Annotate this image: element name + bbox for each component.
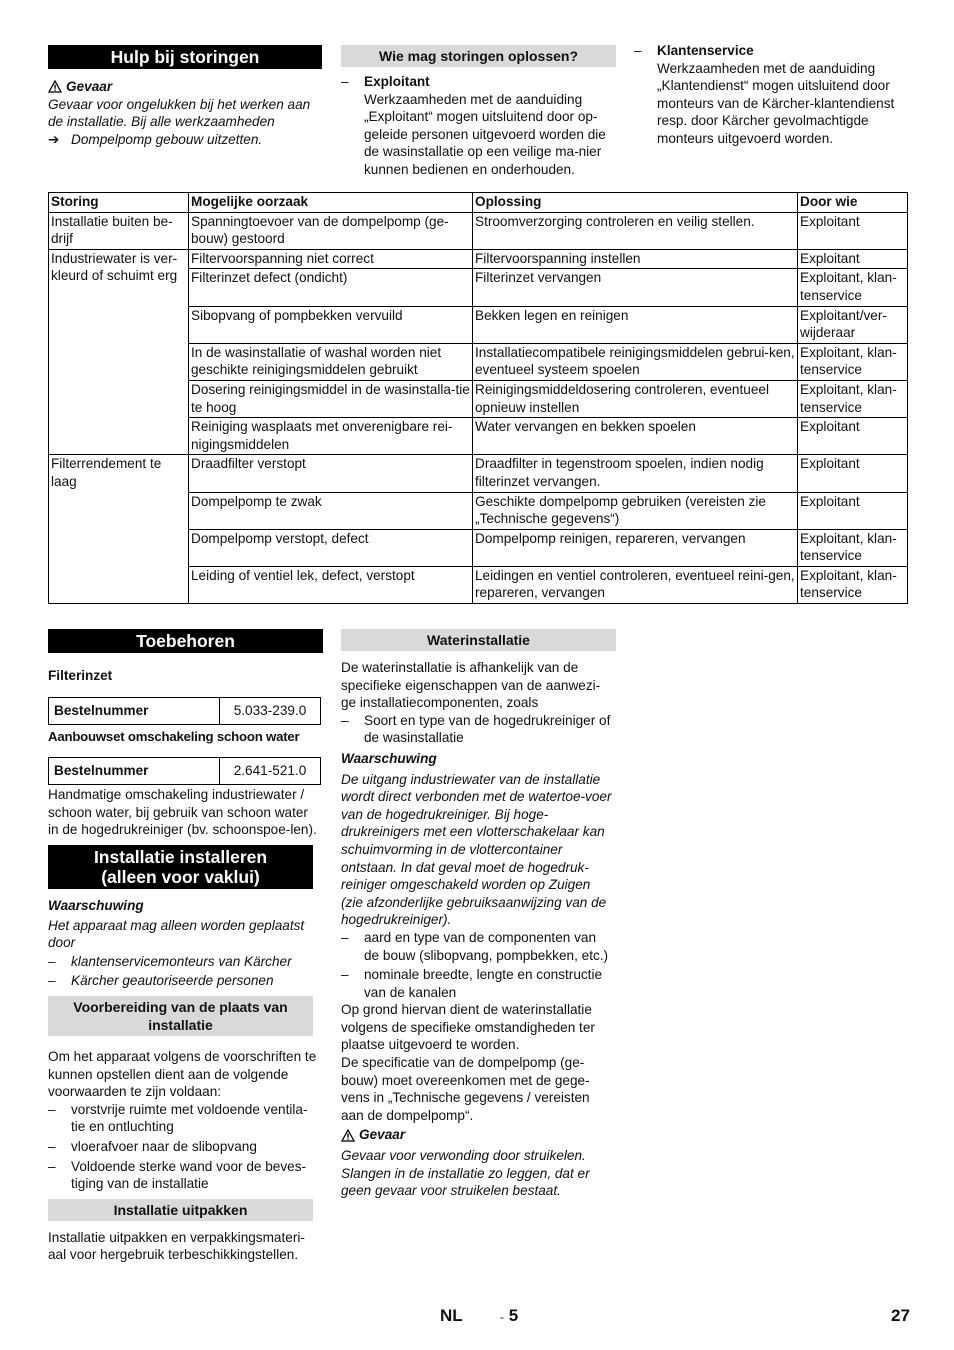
bestelnummer-value: 2.641-521.0 bbox=[220, 758, 321, 785]
footer-language: NL bbox=[440, 1306, 463, 1325]
waterinstallatie-waarschuwing-text: De uitgang industriewater van de installatie wordt direct verbonden met de watertoe-voer van de hogedrukreiniger. Bij hoge-drukreinigers met een vlotterschakelaar kan schuimvorming in de vlottercontainer ontstaan. In dat geval moet de hogedruk-reiniger omgeschakeld worden op Zuigen (zie afzonderlijke gebruiksaanwijzing van de hogedrukreiniger). bbox=[341, 771, 612, 928]
column-3-top bbox=[634, 42, 909, 148]
list-item: – vloerafvoer naar de slibopvang bbox=[48, 1138, 320, 1156]
table-header-row bbox=[49, 193, 908, 213]
uitpakken-text: Installatie uitpakken en verpakkingsmateri-aal voor hergebruik terbeschikkingstellen. bbox=[48, 1229, 305, 1263]
table-cell-oplossing: Stroomverzorging controleren en veilig stellen. bbox=[473, 212, 798, 249]
table-cell-door-wie: Exploitant, klan-tenservice bbox=[798, 566, 908, 603]
gevaar-label: Gevaar bbox=[359, 1127, 406, 1143]
voorbereiding-text: Om het apparaat volgens de voorschriften te kunnen opstellen dient aan de volgende voorwaarden te zijn voldaan: bbox=[48, 1048, 317, 1100]
klantenservice-item bbox=[634, 42, 909, 148]
table-cell-storing: Filterrendement te laag bbox=[49, 455, 189, 604]
table-cell-storing: Installatie buiten be-drijf bbox=[49, 212, 189, 249]
table-cell-oorzaak: Dompelpomp te zwak bbox=[189, 492, 473, 529]
table-row bbox=[49, 249, 908, 269]
footer-dash: - bbox=[500, 1310, 504, 1324]
gevaar-block bbox=[48, 78, 322, 148]
table-header-oorzaak: Mogelijke oorzaak bbox=[189, 193, 473, 213]
column-2-top bbox=[341, 45, 616, 179]
table-cell-oorzaak: Spanningtoevoer van de dompelpomp (ge-bouw) gestoord bbox=[189, 212, 473, 249]
table-cell-oplossing: Filtervoorspanning instellen bbox=[473, 249, 798, 269]
table-cell-door-wie: Exploitant bbox=[798, 492, 908, 529]
list-item: – klantenservicemonteurs van Kärcher bbox=[48, 953, 323, 971]
table-cell-oorzaak: Dompelpomp verstopt, defect bbox=[189, 529, 473, 566]
waterinstallatie-waarschuwing-label: Waarschuwing bbox=[341, 750, 437, 766]
table-row bbox=[49, 455, 908, 492]
table-cell-door-wie: Exploitant, klan-tenservice bbox=[798, 529, 908, 566]
table-header-oplossing: Oplossing bbox=[473, 193, 798, 213]
gevaar-text: Gevaar voor ongelukken bij het werken aan de installatie. Bij alle werkzaamheden bbox=[48, 96, 311, 130]
installatie-title-line2: (alleen voor vaklui) bbox=[101, 866, 260, 887]
list-item: – nominale breedte, lengte en constructie van de kanalen bbox=[341, 966, 613, 1001]
section-title-waterinstallatie: Waterinstallatie bbox=[341, 629, 616, 651]
section-title-wie-mag-storingen-oplossen: Wie mag storingen oplossen? bbox=[341, 45, 616, 67]
aanbouwset-bestelnummer-table bbox=[48, 757, 321, 785]
table-row bbox=[49, 212, 908, 249]
table-header-storing: Storing bbox=[49, 193, 189, 213]
table-cell-oplossing: Reinigingsmiddeldosering controleren, eventueel opnieuw instellen bbox=[473, 380, 798, 417]
table-cell-door-wie: Exploitant bbox=[798, 418, 908, 455]
section-title-toebehoren: Toebehoren bbox=[48, 629, 323, 653]
table-cell-oorzaak: In de wasinstallatie of washal worden niet geschikte reinigingsmiddelen gebruikt bbox=[189, 343, 473, 380]
table-cell-oplossing: Filterinzet vervangen bbox=[473, 269, 798, 306]
section-title-installatie-uitpakken: Installatie uitpakken bbox=[48, 1199, 313, 1221]
exploitant-item bbox=[341, 73, 616, 179]
waarschuwing-text: Het apparaat mag alleen worden geplaatst door bbox=[48, 917, 305, 951]
gevaar-instruction-text: Dompelpomp gebouw uitzetten. bbox=[71, 131, 263, 147]
section-title-voorbereiding: Voorbereiding van de plaats van installatie bbox=[48, 996, 313, 1036]
table-cell-oplossing: Water vervangen en bekken spoelen bbox=[473, 418, 798, 455]
table-cell-door-wie: Exploitant, klan-tenservice bbox=[798, 343, 908, 380]
bestelnummer-key: Bestelnummer bbox=[49, 697, 220, 724]
waterinstallatie-text-2: Op grond hiervan dient de waterinstallatie volgens de specifieke omstandigheden ter plaatse uitgevoerd te worden. bbox=[341, 1002, 595, 1053]
column-1-top bbox=[48, 45, 322, 148]
table-cell-door-wie: Exploitant bbox=[798, 455, 908, 492]
exploitant-label: – Exploitant bbox=[364, 74, 430, 89]
aanbouwset-label: Aanbouwset omschakeling schoon water bbox=[48, 728, 300, 744]
section-title-hulp-bij-storingen: Hulp bij storingen bbox=[48, 45, 322, 69]
table-cell-oorzaak: Filtervoorspanning niet correct bbox=[189, 249, 473, 269]
klantenservice-label: – Klantenservice bbox=[657, 43, 754, 58]
installatie-title-line1: Installatie installeren bbox=[93, 846, 268, 867]
list-item: – Soort en type van de hogedrukreiniger of de wasinstallatie bbox=[341, 712, 613, 747]
warning-triangle-icon bbox=[48, 80, 62, 93]
handmatige-omschakeling-text: Handmatige omschakeling industriewater / schoon water, bij gebruik van schoon water in de hogedrukreiniger (bv. schoonspoe-len). bbox=[48, 787, 317, 838]
exploitant-text: Werkzaamheden met de aanduiding „Exploitant“ mogen uitsluitend door op-geleide personen uitgevoerd worden die de wasinstallatie op een veilige ma-nier kunnen bedienen en onderhouden. bbox=[364, 91, 606, 177]
table-cell-oplossing: Installatiecompatibele reinigingsmiddelen gebrui-ken, eventueel systeem spoelen bbox=[473, 343, 798, 380]
table-cell-oorzaak: Reiniging wasplaats met onverenigbare rei-nigingsmiddelen bbox=[189, 418, 473, 455]
gevaar-instruction bbox=[48, 131, 322, 149]
list-item: – Voldoende sterke wand voor de beves-tiging van de installatie bbox=[48, 1158, 320, 1193]
filterinzet-bestelnummer-table bbox=[48, 697, 321, 725]
table-cell-door-wie: Exploitant bbox=[798, 249, 908, 269]
klantenservice-text: Werkzaamheden met de aanduiding „Klantendienst“ mogen uitsluitend door monteurs van de Kärcher-klantendienst resp. door Kärcher gevolmachtigde monteurs uitgevoerd worden. bbox=[657, 60, 895, 146]
table-cell-oplossing: Draadfilter in tegenstroom spoelen, indien nodig filterinzet vervangen. bbox=[473, 455, 798, 492]
table-cell-storing: Industriewater is ver-kleurd of schuimt erg bbox=[49, 249, 189, 455]
warning-triangle-icon bbox=[341, 1129, 355, 1142]
table-cell-oorzaak: Sibopvang of pompbekken vervuild bbox=[189, 306, 473, 343]
waarschuwing-label: Waarschuwing bbox=[48, 897, 144, 913]
table-cell-oplossing: Geschikte dompelpomp gebruiken (vereisten zie „Technische gegevens“) bbox=[473, 492, 798, 529]
exploitant-list bbox=[341, 73, 616, 179]
storingen-table bbox=[48, 192, 908, 604]
table-cell-oorzaak: Leiding of ventiel lek, defect, verstopt bbox=[189, 566, 473, 603]
bestelnummer-key: Bestelnummer bbox=[49, 758, 220, 785]
table-cell-door-wie: Exploitant bbox=[798, 212, 908, 249]
voorbereiding-list bbox=[48, 1101, 320, 1193]
list-item: – aard en type van de componenten van de bouw (slibopvang, pompbekken, etc.) bbox=[341, 929, 613, 964]
waterinstallatie-gevaar-text: Gevaar voor verwonding door struikelen. Slangen in de installatie zo leggen, dat er geen gevaar voor struikelen bestaat. bbox=[341, 1148, 590, 1199]
waterinstallatie-intro: De waterinstallatie is afhankelijk van de specifieke eigenschappen van de aanwezi-ge installatiecomponenten, zoals bbox=[341, 660, 601, 711]
column-2-bottom bbox=[341, 629, 616, 1200]
gevaar-label: Gevaar bbox=[66, 79, 113, 94]
table-cell-oplossing: Leidingen en ventiel controleren, eventueel reini-gen, repareren, vervangen bbox=[473, 566, 798, 603]
table-cell-oorzaak: Dosering reinigingsmiddel in de wasinstalla-tie te hoog bbox=[189, 380, 473, 417]
table-cell-oplossing: Bekken legen en reinigen bbox=[473, 306, 798, 343]
table-cell-door-wie: Exploitant, klan-tenservice bbox=[798, 269, 908, 306]
waterinstallatie-text-3: De specificatie van de dompelpomp (ge-bouw) moet overeenkomen met de gege-vens in „Technische gegevens / vereisten aan de dompelpomp“. bbox=[341, 1055, 590, 1123]
footer-section-page bbox=[500, 1307, 518, 1327]
section-title-installatie-installeren bbox=[48, 845, 313, 889]
footer-page-small: 5 bbox=[508, 1306, 519, 1325]
column-1-bottom bbox=[48, 629, 323, 1264]
arrow-right-icon: ➔ bbox=[48, 131, 60, 147]
waterinstallatie-list-1 bbox=[341, 712, 613, 747]
filterinzet-label: Filterinzet bbox=[48, 668, 113, 683]
table-cell-oorzaak: Filterinzet defect (ondicht) bbox=[189, 269, 473, 306]
waterinstallatie-gevaar-heading bbox=[341, 1126, 616, 1144]
list-item: – vorstvrije ruimte met voldoende ventila-tie en ontluchting bbox=[48, 1101, 320, 1136]
klantenservice-list bbox=[634, 42, 909, 148]
waarschuwing-list bbox=[48, 953, 323, 990]
table-cell-door-wie: Exploitant, klan-tenservice bbox=[798, 380, 908, 417]
table-cell-oplossing: Dompelpomp reinigen, repareren, vervangen bbox=[473, 529, 798, 566]
table-header-door-wie: Door wie bbox=[798, 193, 908, 213]
table-cell-door-wie: Exploitant/ver-wijderaar bbox=[798, 306, 908, 343]
footer-page-number: 27 bbox=[891, 1306, 910, 1325]
gevaar-heading bbox=[48, 78, 322, 96]
list-item: – Kärcher geautoriseerde personen bbox=[48, 972, 323, 990]
table-cell-oorzaak: Draadfilter verstopt bbox=[189, 455, 473, 492]
waterinstallatie-list-2 bbox=[341, 929, 613, 1001]
bestelnummer-value: 5.033-239.0 bbox=[220, 697, 321, 724]
